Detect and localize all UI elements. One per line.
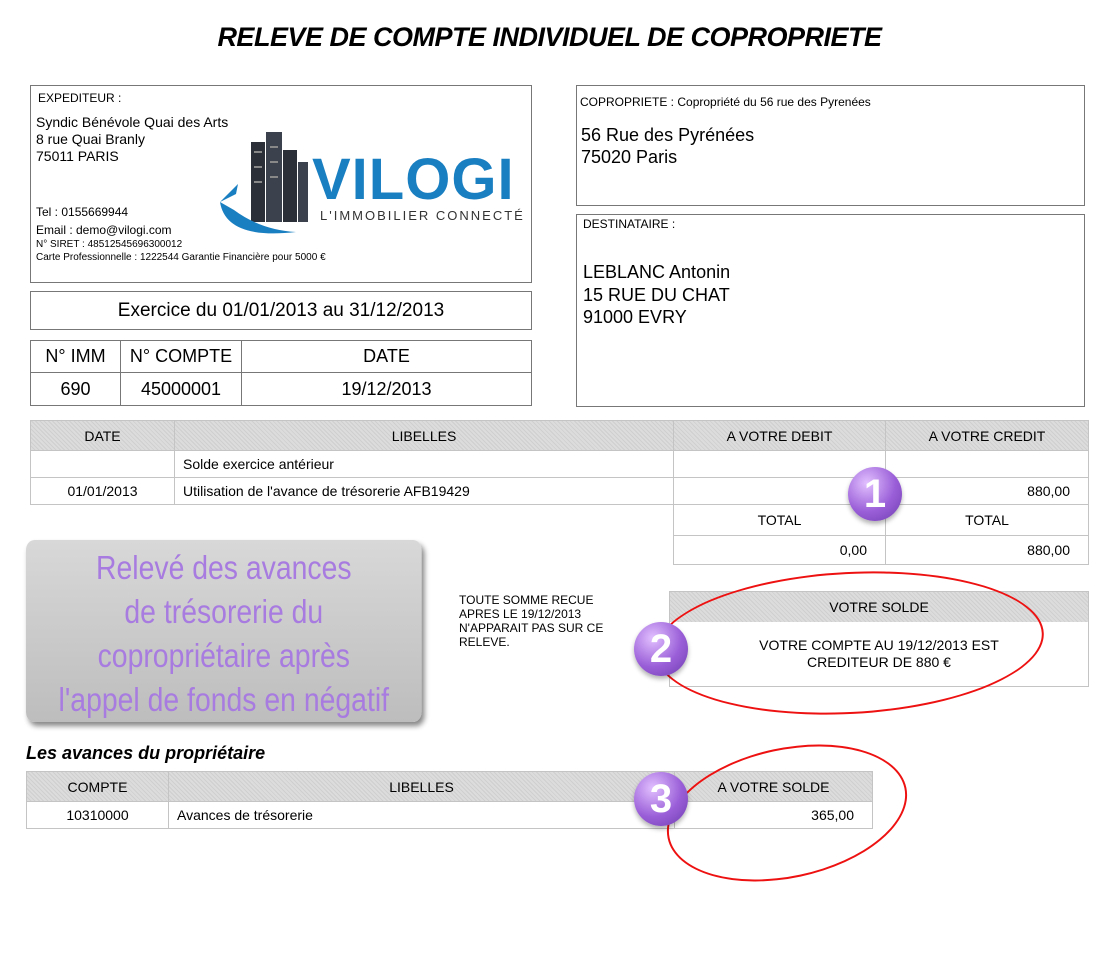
notice-line: RELEVE. [459,635,510,649]
callout-line: Relevé des avances [96,549,352,586]
sender-email: Email : demo@vilogi.com [36,223,172,237]
notice-line: APRES LE 19/12/2013 [459,607,582,621]
page-title: RELEVE DE COMPTE INDIVIDUEL DE COPROPRIETE [217,22,882,52]
ledger-header-date: DATE [31,421,175,451]
badge-3-icon: 3 [634,772,688,826]
exercice-box [30,291,532,330]
callout-line: copropriétaire après [97,637,351,674]
ledger-cell-debit [674,451,886,478]
solde-header: VOTRE SOLDE [670,592,1088,622]
callout-line: de trésorerie du [124,593,324,630]
copropriete-box [576,85,1085,206]
ledger-header-credit: A VOTRE CREDIT [886,421,1089,451]
recipient-name: LEBLANC Antonin [583,262,731,282]
sender-tel: Tel : 0155669944 [36,205,129,219]
total-debit-value: 0,00 [674,536,886,565]
copropriete-address1: 56 Rue des Pyrénées [581,125,755,145]
notice-line: N'APPARAIT PAS SUR CE [459,621,604,635]
building-logo-icon [216,132,326,244]
avances-title: Les avances du propriétaire [26,743,266,763]
ledger-cell-date: 01/01/2013 [31,478,175,505]
sender-name: Syndic Bénévole Quai des Arts [36,114,229,130]
avances-cell-solde: 365,00 [675,802,873,829]
solde-line2: CREDITEUR DE 880 € [807,654,951,670]
badge-2-icon: 2 [634,622,688,676]
vilogi-logo [216,132,576,244]
avances-cell-libelle: Avances de trésorerie [169,802,675,829]
recipient-address1: 15 RUE DU CHAT [583,284,730,305]
ids-value-date: 19/12/2013 [242,373,532,406]
ledger-cell-date [31,451,175,478]
table-row [31,451,1089,478]
ids-header-imm: N° IMM [31,341,121,373]
ledger-cell-credit: 880,00 [886,478,1089,505]
total-credit-label: TOTAL [886,505,1089,536]
sender-siret: N° SIRET : 48512545696300012 [36,239,183,250]
ledger-header-libelles: LIBELLES [175,421,674,451]
recipient-address2: 91000 EVRY [583,307,687,327]
exercice-text: Exercice du 01/01/2013 au 31/12/2013 [117,300,445,321]
badge-1-icon: 1 [848,467,902,521]
callout-line: l'appel de fonds en négatif [58,681,390,718]
ids-value-imm: 690 [31,373,121,406]
sender-label: EXPEDITEUR : [38,91,122,105]
avances-header-libelles: LIBELLES [169,772,675,802]
sender-address1: 8 rue Quai Branly [36,131,145,147]
recipient-box [576,214,1085,407]
avances-cell-compte: 10310000 [27,802,169,829]
ledger-header-debit: A VOTRE DEBIT [674,421,886,451]
ledger-cell-libelle: Solde exercice antérieur [175,451,674,478]
highlight-ellipse-solde [652,562,1048,724]
recipient-label: DESTINATAIRE : [583,217,676,231]
avances-header-solde: A VOTRE SOLDE [675,772,873,802]
ids-table [30,340,532,406]
total-credit-value: 880,00 [886,536,1089,565]
highlight-ellipse-avances [654,724,920,902]
avances-header-compte: COMPTE [27,772,169,802]
sender-address2: 75011 PARIS [36,148,119,164]
sender-carte: Carte Professionnelle : 1222544 Garantie Financière pour 5000 € [36,252,326,263]
table-row [31,478,1089,505]
logo-tagline: L'IMMOBILIER CONNECTÉ [320,208,525,223]
ledger-cell-credit [886,451,1089,478]
total-debit-label: TOTAL [674,505,886,536]
notice-line: TOUTE SOMME RECUE [459,593,594,607]
ledger-cell-libelle: Utilisation de l'avance de trésorerie AFB19429 [175,478,674,505]
ids-header-date: DATE [242,341,532,373]
copropriete-address2: 75020 Paris [581,147,678,167]
ids-value-compte: 45000001 [121,373,242,406]
solde-line1: VOTRE COMPTE AU 19/12/2013 EST [759,637,999,653]
notice-text [459,593,603,649]
callout-box [26,540,422,722]
ids-header-compte: N° COMPTE [121,341,242,373]
copropriete-label: COPROPRIETE : Copropriété du 56 rue des Pyrenées [580,95,871,109]
logo-name: VILOGI [312,147,515,212]
